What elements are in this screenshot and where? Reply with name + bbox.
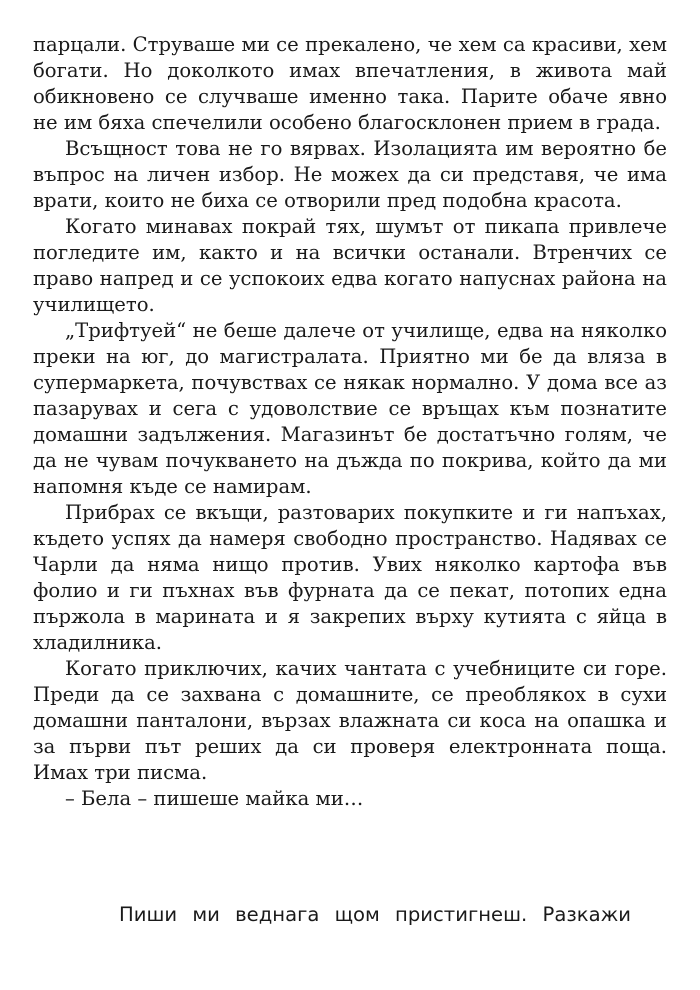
paragraph: Когато приключих, качих чантата с учебниците си горе. Преди да се захвана с домашните, се преоблякох в сухи домашни панталони, вързах влажната си коса на опашка и за първи път реших да си проверя електронната поща. Имах три писма. [33,657,667,784]
email-letter-line: Пиши ми веднага щом пристигнеш. Разкажи [119,903,631,926]
paragraph: Всъщност това не го вярвах. Изолацията им вероятно бе въпрос на личен избор. Не можех да си представя, че има врати, които не биха се отворили пред подобна красота. [33,137,667,212]
paragraph: Когато минавах покрай тях, шумът от пикапа привлече погледите им, както и на всички останали. Втренчих се право напред и се успокоих едва когато напуснах района на училището. [33,215,667,316]
paragraph: парцали. Струваше ми се прекалено, че хем са красиви, хем богати. Но доколкото имах впечатления, в живота май обикновено се случваше именно така. Парите обаче явно не им бяха спечелили особено благосклонен прием в града. [33,33,667,134]
book-page-text [33,32,667,812]
paragraph: „Трифтуей“ не беше далече от училище, едва на няколко преки на юг, до магистралата. Приятно ми бе да вляза в супермаркета, почувствах се някак нормално. У дома все аз пазарувах и сега с удоволствие се връщах към познатите домашни задължения. Магазинът бе достатъчно голям, че да не чувам почукването на дъжда по покрива, който да ми напомня къде се намирам. [33,319,667,498]
paragraph-dialogue: – Бела – пишеше майка ми… [65,787,364,810]
paragraph: Прибрах се вкъщи, разтоварих покупките и ги напъхах, където успях да намеря свободно пространство. Надявах се Чарли да няма нищо против. Увих няколко картофа във фолио и ги пъхнах във фурната да се пекат, потопих една пържола в марината и я закрепих върху кутията с яйца в хладилника. [33,501,667,654]
